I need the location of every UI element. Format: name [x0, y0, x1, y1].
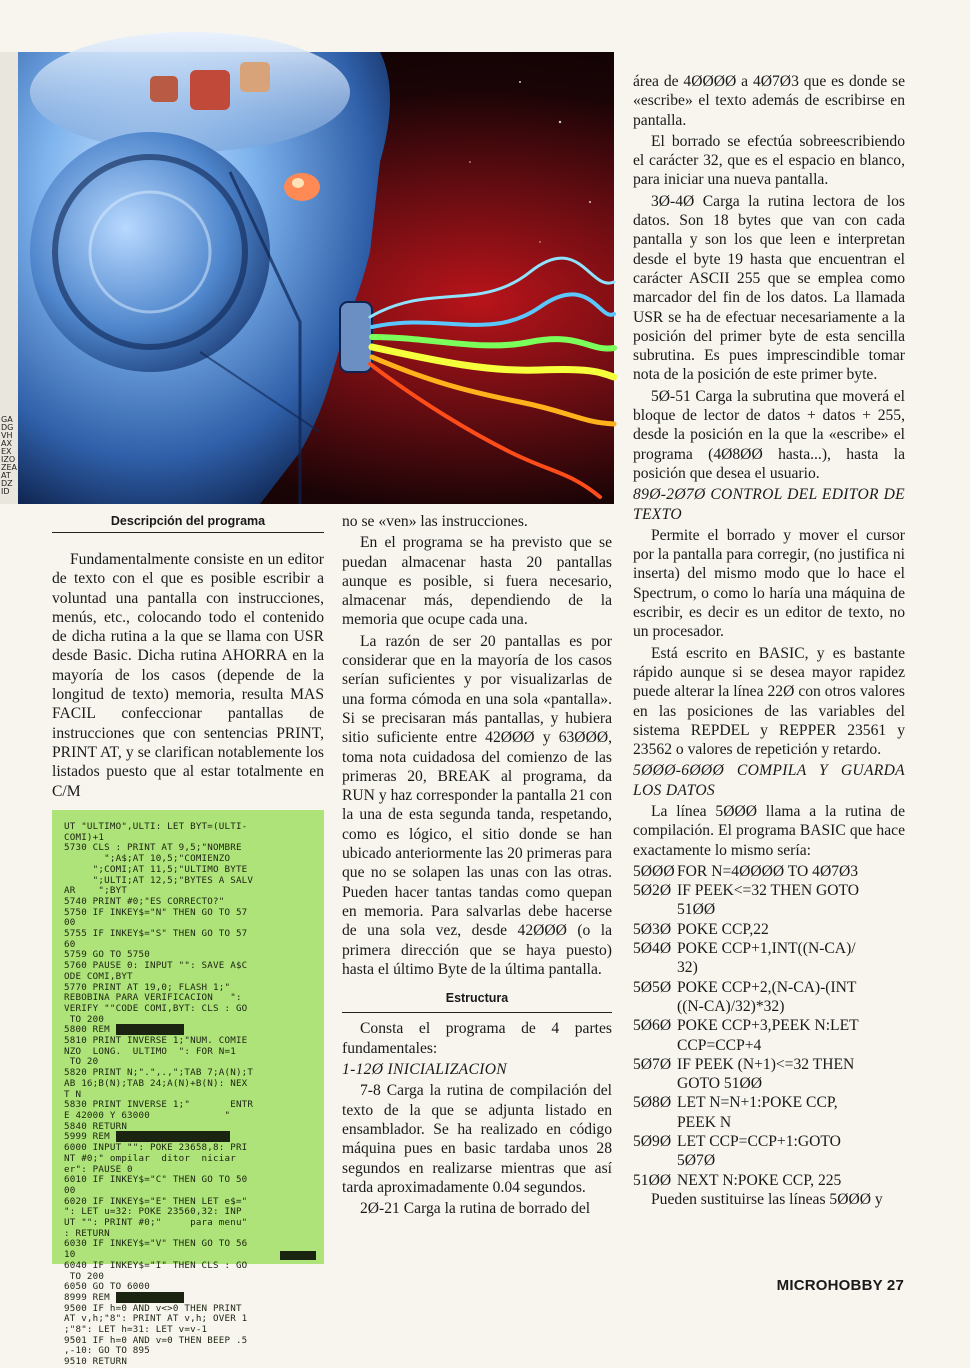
- listing-line: NZO LONG. ULTIMO ": FOR N=1: [64, 1045, 236, 1057]
- code-line-text: LET CCP=CCP+1:GOTO: [677, 1133, 841, 1151]
- code-line: [633, 920, 905, 939]
- strip-letter: DG: [1, 423, 14, 432]
- code-line-text: IF PEEK<=32 THEN GOTO: [677, 882, 860, 900]
- listing-line: 6040 IF INKEY$="I" THEN CLS : GO: [64, 1259, 248, 1271]
- descripcion-paragraph: Fundamentalmente consiste en un editor de texto con el que es posible escribir a voluntad una pantalla con instrucciones, menús, etc., colocando todo el contenido de dicha rutina a la que se llama con USR desde Basic. Dicha rutina AHORRA en la mayoría de los casos (depende de la longitud de texto) memoria, resulta MAS FACIL confeccionar pantallas de instrucciones que con sentencias PRINT, PRINT AT, y se clarifican notablemente los listados puesto que al estar totalmente en C/M: [52, 551, 324, 800]
- listing-line: 6010 IF INKEY$="C" THEN GO TO 50: [64, 1174, 248, 1186]
- listing-line: 5759 GO TO 5750: [64, 949, 150, 961]
- column-1: [52, 550, 324, 803]
- code-line: [633, 939, 905, 958]
- listing-line: ": LET u=32: POKE 23560,32: INP: [64, 1206, 242, 1218]
- code-line-text: POKE CCP+3,PEEK N:LET: [677, 1017, 859, 1035]
- code-line: [633, 862, 905, 881]
- listing-line: 6050 GO TO 6000: [64, 1281, 150, 1293]
- strip-letter: DZ: [1, 479, 13, 488]
- listing-line: UT "": PRINT #0;" para menu": [64, 1217, 248, 1229]
- code-line-text: FOR N=4ØØØØ TO 4Ø7Ø3: [677, 862, 859, 880]
- listing-line: ";ULTI;AT 12,5;"BYTES A SALV: [64, 874, 254, 886]
- listing-line: ";COMI;AT 11,5;"ULTIMO BYTE: [64, 863, 248, 875]
- listing-line: T N: [64, 1088, 82, 1100]
- listing-line: TO 200: [64, 1013, 105, 1025]
- listing-end-bar: [280, 1251, 316, 1260]
- basic-listing: [52, 810, 324, 1368]
- col2-paragraph-3: Consta el programa de 4 partes fundamentales:: [342, 1020, 612, 1057]
- inverse-block: [116, 1292, 185, 1303]
- listing-line: 00: [64, 917, 76, 929]
- listing-line: ";A$;AT 10,5;"COMIENZO: [64, 853, 231, 865]
- listing-line: 6030 IF INKEY$="V" THEN GO TO 56: [64, 1238, 248, 1250]
- listing-line: er": PAUSE 0: [64, 1163, 133, 1175]
- col3-paragraph-1: área de 4ØØØØ a 4Ø7Ø3 que es donde se «escribe» el texto además de escribirse en pantalla.: [633, 73, 905, 129]
- code-line-text: IF PEEK (N+1)<=32 THEN: [677, 1055, 855, 1073]
- listing-line: 5800 REM: [64, 1025, 316, 1036]
- col3-paragraph-4: 5Ø-51 Carga la subrutina que moverá el bloque de lector de datos + datos + 255, desde la posición en la que la «escribe» el programa (4Ø8ØØ hasta...), hasta la posición que desea el usuario.: [633, 387, 905, 482]
- col2-paragraph-5: 2Ø-21 Carga la rutina de borrado del: [360, 1200, 591, 1218]
- code-line: [633, 978, 905, 997]
- listing-line: UT "ULTIMO",ULTI: LET BYT=(ULTI-: [64, 821, 248, 832]
- code-line-number: 5Ø9Ø: [633, 1133, 672, 1151]
- code-line-number: 5Ø6Ø: [633, 1017, 672, 1035]
- code-line: [633, 1132, 905, 1151]
- code-line-number: 5Ø8Ø: [633, 1094, 672, 1112]
- column-3: [633, 72, 905, 1211]
- listing-line: NT #0;" ompilar ditor niciar: [64, 1152, 242, 1164]
- col2-paragraph-2: La razón de ser 20 pantallas es por considerar que en la mayoría de los casos serían suficientes y por visualizarlas de una forma cómoda en una sola «pantalla». Si se precisaran más pantallas, y hubiera sitio suficiente entre 42ØØØ y 63ØØØ, toma nota cuidadosa del comienzo de las primeras 20, BREAK al programa, da RUN y haz corresponder la pantalla 21 con la una de esta segunda tanda, respetando, como es lógico, el sitio donde se han ubicado anteriormente las 20 primeras para que no se solapen las unas con las otras. Pueden hacer tantas tandas como quepan en memoria. Para salvarlas debe hacerse de una sola vez, desde 42ØØØ (o la primera dirección que se haya puesto) hasta el último Byte de la última pantalla.: [342, 632, 612, 978]
- strip-letter: AT: [1, 471, 11, 480]
- code-line-continuation: CCP=CCP+4: [677, 1036, 762, 1054]
- basic-equivalent-code: [633, 862, 905, 1190]
- heading-inicializacion: 1-12Ø INICIALIZACION: [342, 1061, 507, 1079]
- code-line-continuation: 5Ø7Ø: [677, 1152, 716, 1170]
- listing-line: 5750 IF INKEY$="N" THEN GO TO 57: [64, 906, 248, 918]
- listing-line: 5810 PRINT INVERSE 1;"NUM. COMIE: [64, 1035, 248, 1047]
- code-line: [633, 881, 905, 900]
- col3-paragraph-8: Pueden sustituirse las líneas 5ØØØ y: [651, 1190, 883, 1208]
- listing-line: TO 200: [64, 1270, 105, 1282]
- col3-paragraph-6: Está escrito en BASIC, y es bastante rápido aunque si se desea mayor rapidez puede alterar la línea 22Ø con otros valores en las posiciones de las variables del sistema REPDEL y REPPER 23561 y 23562 o valores de repetición y retardo.: [633, 644, 905, 759]
- robot-illustration: [0, 52, 614, 504]
- descripcion-title: [52, 514, 324, 533]
- listing-line: 5770 PRINT AT 19,0; FLASH 1;": [64, 981, 231, 993]
- descripcion-title-rule: [52, 532, 324, 533]
- estructura-title-rule: [342, 1012, 612, 1013]
- code-line-number: 5Ø4Ø: [633, 940, 672, 958]
- listing-line: 5760 PAUSE 0: INPUT "": SAVE A$C: [64, 960, 248, 972]
- listing-line: ,-10: GO TO 895: [64, 1345, 150, 1357]
- listing-line: E 42000 Y 63000 ": [64, 1109, 231, 1121]
- code-line-number: 5Ø5Ø: [633, 978, 672, 996]
- code-line-text: NEXT N:POKE CCP, 225: [677, 1171, 842, 1189]
- code-line-continuation: ((N-CA)/32)*32): [677, 997, 785, 1015]
- code-line-text: POKE CCP,22: [677, 920, 769, 938]
- listing-line: VERIFY ""CODE COMI,BYT: CLS : GO: [64, 1002, 248, 1014]
- code-line-text: LET N=N+1:POKE CCP,: [677, 1094, 838, 1112]
- col3-paragraph-2: El borrado se efectúa sobreescribiendo el carácter 32, que es el espacio en blanco, para iniciar una nueva pantalla.: [633, 132, 905, 189]
- listing-line: AB 16;B(N);TAB 24;A(N)+B(N): NEX: [64, 1077, 248, 1089]
- strip-letter: EX: [1, 447, 12, 456]
- listing-line: 10: [64, 1249, 76, 1261]
- strip-letter: IZO: [1, 455, 16, 464]
- estructura-title-text: Estructura: [445, 991, 509, 1006]
- listing-line: 5755 IF INKEY$="S" THEN GO TO 57: [64, 928, 248, 940]
- listing-line: ODE COMI,BYT: [64, 970, 133, 982]
- inverse-block: [116, 1024, 185, 1035]
- strip-letter: VH: [1, 431, 13, 440]
- listing-line: 5730 CLS : PRINT AT 9,5;"NOMBRE: [64, 842, 242, 854]
- code-line: [633, 1093, 905, 1112]
- listing-line: 5840 RETURN: [64, 1120, 128, 1132]
- col3-paragraph-5: Permite el borrado y mover el cursor por la pantalla para corregir, (no justifica ni inserta) del mismo modo que lo hace el Spectrum, o como lo haría una máquina de escribir, es decir es un editor de texto, no un procesador.: [633, 526, 905, 641]
- code-line: [633, 1016, 905, 1035]
- col2-paragraph-1: En el programa se ha previsto que se puedan almacenar hasta 20 pantallas aunque es posible, si fuera necesario, almacenar más, dependiendo de la memoria que ocupe cada una.: [342, 534, 612, 629]
- listing-line: 5820 PRINT N;".",.,";TAB 7;A(N);T: [64, 1067, 254, 1079]
- strip-letter: ID: [1, 487, 10, 496]
- code-line-continuation: 32): [677, 959, 698, 977]
- listing-line: 00: [64, 1184, 76, 1196]
- listing-line: 60: [64, 938, 76, 950]
- listing-line: REBOBINA PARA VERIFICACION ":: [64, 992, 242, 1004]
- listing-line: : RETURN: [64, 1227, 110, 1239]
- col2-paragraph-0: no se «ven» las instrucciones.: [342, 513, 528, 530]
- code-line-continuation: 51ØØ: [677, 901, 716, 919]
- listing-line: COMI)+1: [64, 831, 105, 843]
- col3-paragraph-3: 3Ø-4Ø Carga la rutina lectora de los datos. Son 18 bytes que van con cada pantalla y son los que leen e interpretan desde el byte 19 hasta que encuentran el carácter ASCII 255 que se emplea como marcador del fin de los datos. La llamada USR se ha de efectuar necesariamente a la posición del primer byte de esta sencilla subrutina. Es pues imprescindible tomar nota de la posición de este primer byte.: [633, 192, 905, 384]
- listing-line: 5999 REM: [64, 1132, 316, 1143]
- code-line: [633, 1171, 905, 1190]
- listing-line: 5830 PRINT INVERSE 1;" ENTR: [64, 1099, 254, 1111]
- listing-line: AR ";BYT: [64, 885, 128, 897]
- listing-line: TO 20: [64, 1056, 99, 1068]
- inverse-block: [116, 1131, 231, 1142]
- code-line-number: 51ØØ: [633, 1171, 672, 1189]
- col2-paragraph-4: 7-8 Carga la rutina de compilación del texto de la que se adjunta listado en ensamblador. Se ha realizado en código máquina pues en basic tardaba unos 28 segundos en realizarse mientras que así tarda aproximadamente 0.04 segundos.: [342, 1082, 612, 1196]
- code-line-text: POKE CCP+2,(N-CA)-(INT: [677, 978, 857, 996]
- listing-line: 8999 REM: [64, 1293, 316, 1304]
- code-line-number: 5Ø3Ø: [633, 920, 672, 938]
- code-line-number: 5Ø7Ø: [633, 1055, 672, 1073]
- col3-paragraph-7: La línea 5ØØØ llama a la rutina de compilación. El programa BASIC que hace exactamente lo mismo sería:: [633, 802, 905, 859]
- strip-letter: GA: [1, 415, 13, 424]
- listing-line: 6000 INPUT "": POKE 23658,8: PRI: [64, 1142, 248, 1154]
- descripcion-title-text: Descripción del programa: [110, 514, 266, 528]
- column-2: [342, 512, 612, 1220]
- listing-line: ;"8": LET h=31: LET v=v-1: [64, 1324, 208, 1336]
- listing-line: 9510 RETURN: [64, 1356, 128, 1368]
- listing-line: 5740 PRINT #0;"ES CORRECTO?": [64, 895, 225, 907]
- listing-line: 6020 IF INKEY$="E" THEN LET e$=": [64, 1195, 248, 1207]
- code-line-continuation: GOTO 51ØØ: [677, 1075, 763, 1093]
- code-line-number: 5Ø2Ø: [633, 882, 672, 900]
- listing-line: 9501 IF h=0 AND v=0 THEN BEEP .5: [64, 1334, 248, 1346]
- heading-control-editor: 89Ø-2Ø7Ø CONTROL DEL EDITOR DE TEXTO: [633, 486, 905, 523]
- code-line: [633, 1055, 905, 1074]
- code-line-continuation: PEEK N: [677, 1113, 732, 1131]
- estructura-title: [342, 989, 612, 1013]
- code-line-number: 5ØØØ: [633, 862, 675, 880]
- listing-line: 9500 IF h=0 AND v<>0 THEN PRINT: [64, 1302, 242, 1314]
- strip-letter: ZEA: [1, 463, 18, 472]
- page-footer: MICROHOBBY 27: [776, 1277, 904, 1294]
- heading-compila-guarda: 5ØØØ-6ØØØ COMPILA Y GUARDA LOS DATOS: [633, 762, 905, 799]
- strip-letter: AX: [1, 439, 12, 448]
- code-line-text: POKE CCP+1,INT((N-CA)/: [677, 940, 856, 958]
- listing-line: AT v,h;"8": PRINT AT v,h; OVER 1: [64, 1313, 248, 1325]
